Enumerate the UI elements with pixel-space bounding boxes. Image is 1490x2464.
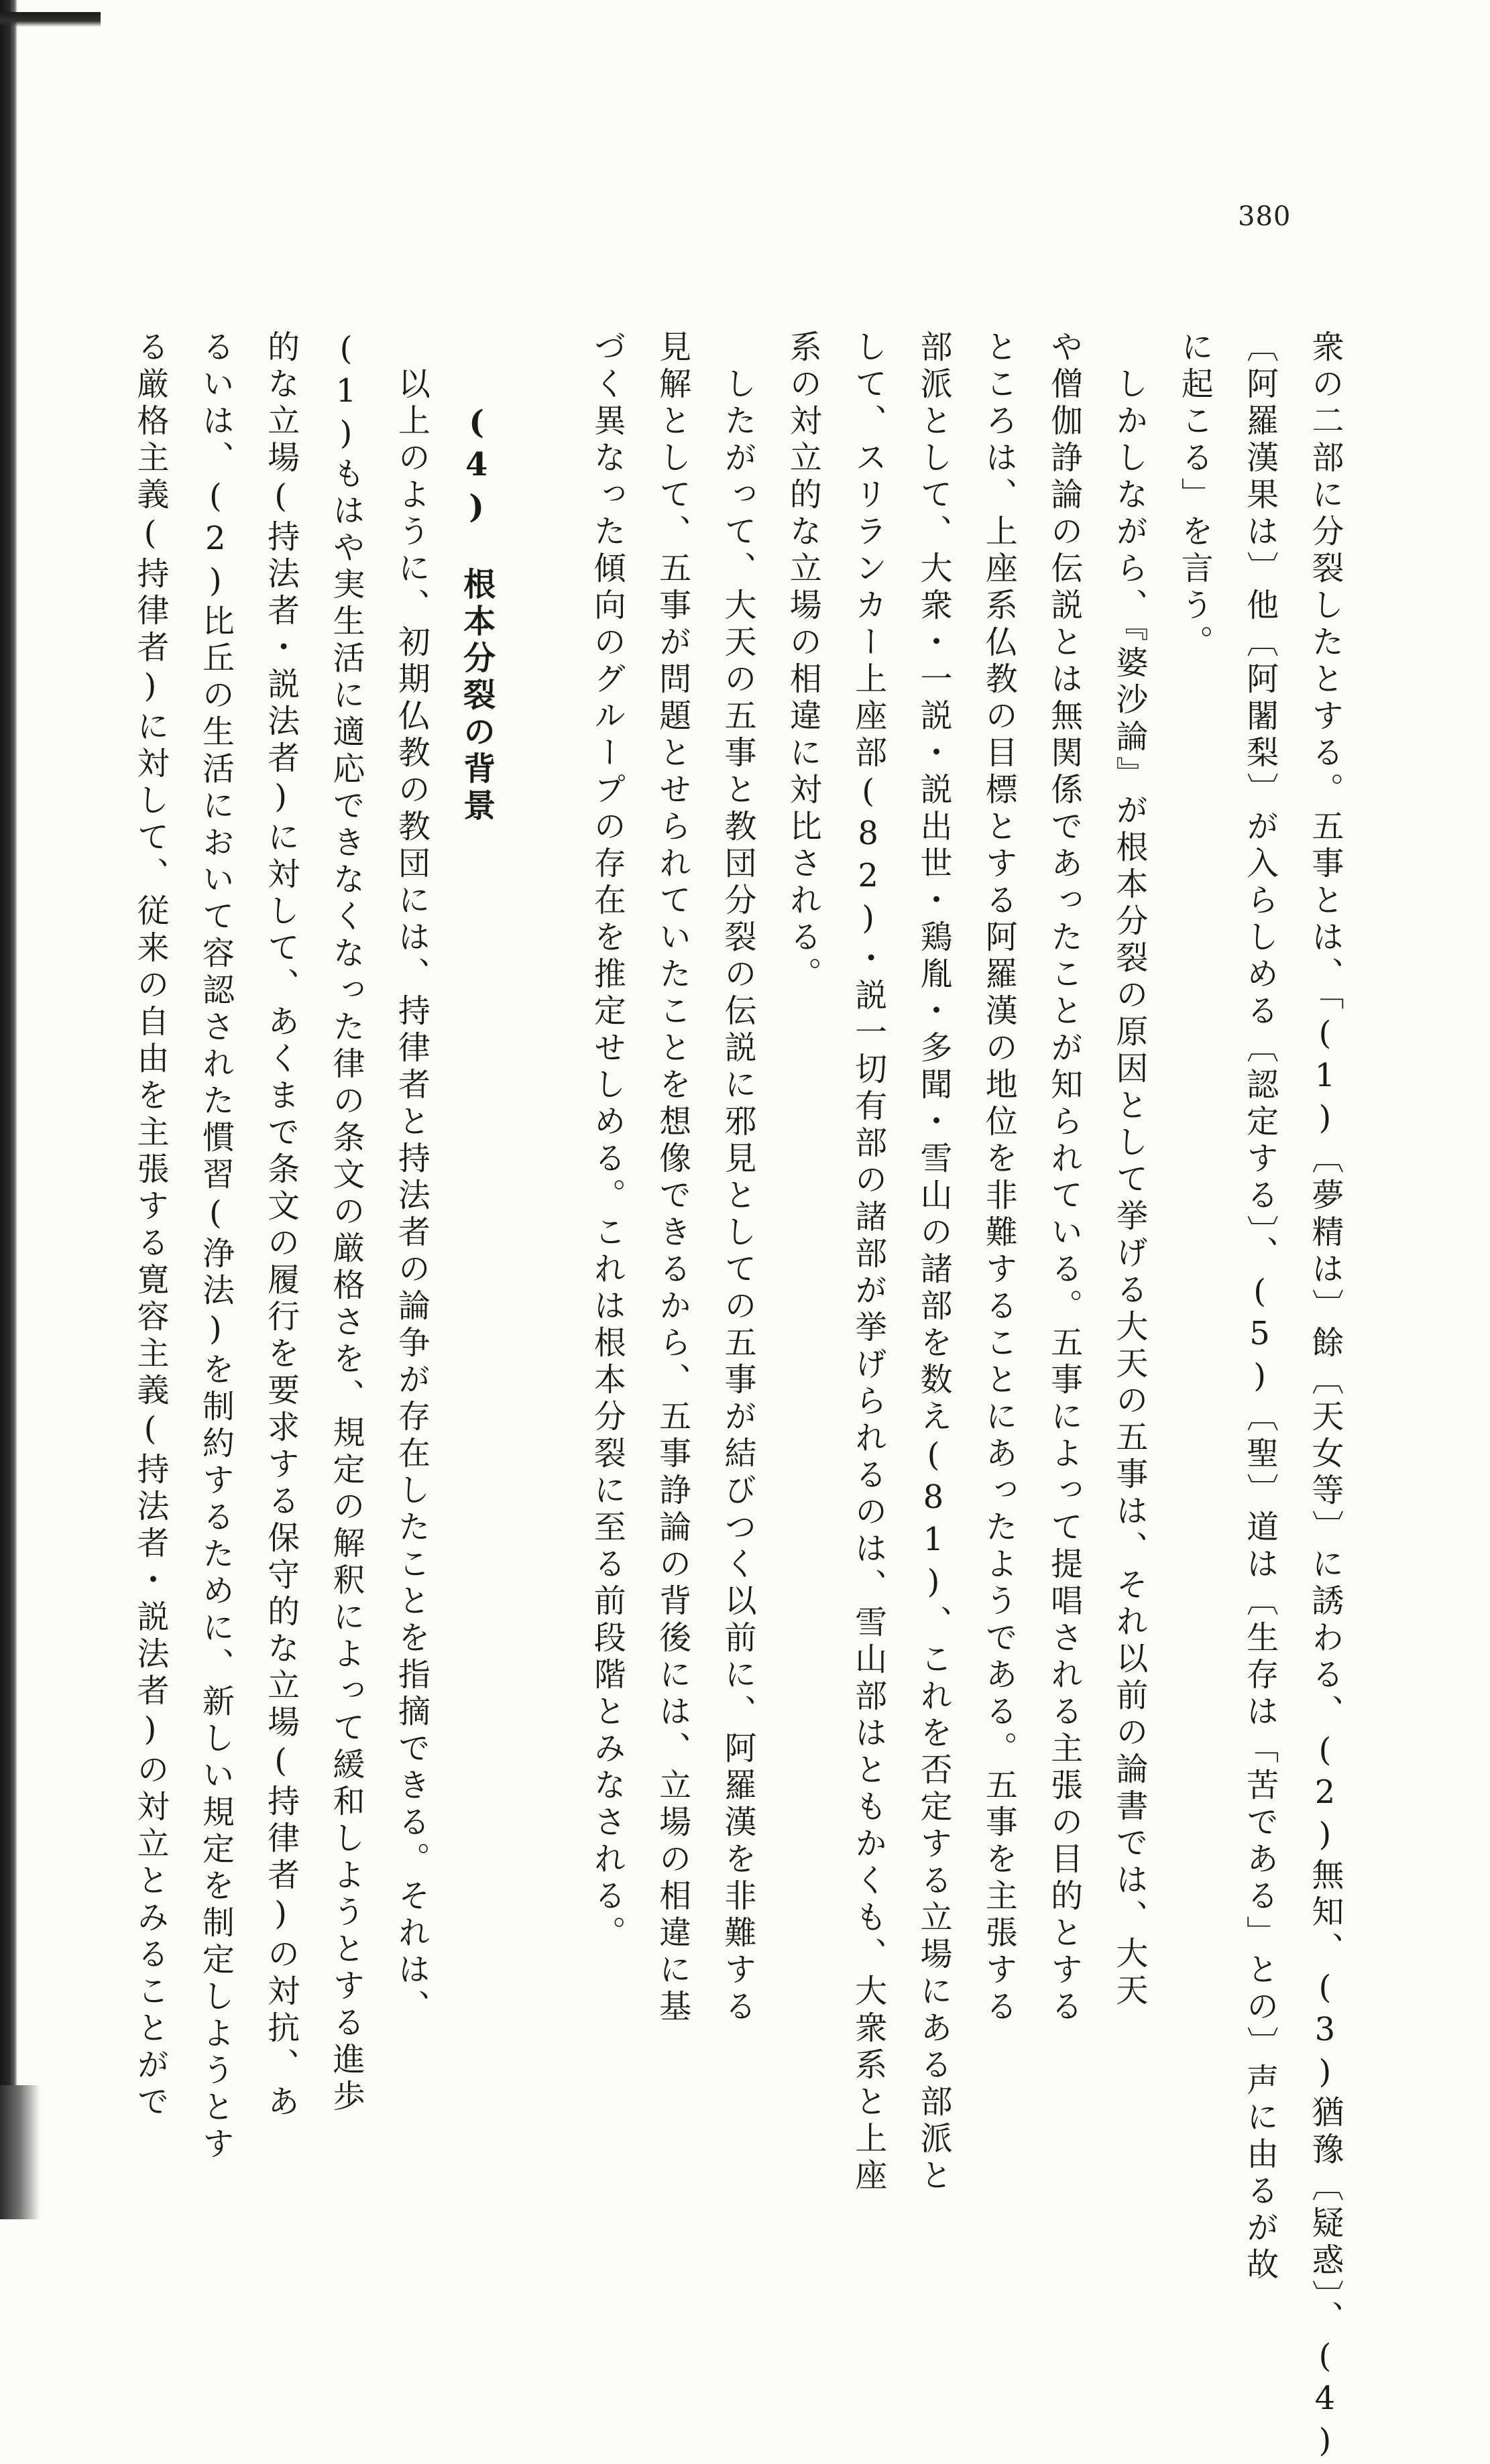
book-binding-shadow-bottom [0,2085,40,2219]
book-binding-shadow-top [0,12,101,27]
text-line: るいは、(2)比丘の生活において容認された慣習(浄法)を制約するために、新しい規定を制定しようとす [196,330,235,2164]
text-line: 〔阿羅漢果は〕他〔阿闍梨〕が入らしめる〔認定する〕、(5)〔聖〕道は〔生存は「苦である」との〕声に由るが故 [1241,330,1279,2284]
text-line: 系の対立的な立場の相違に対比される。 [784,330,822,994]
text-line: 部派として、大衆・一説・説出世・鶏胤・多聞・雪山の諸部を数え(81)、これを否定する立場にある部派と [914,330,952,2195]
text-line: (1)もはや実生活に適応できなくなった律の条文の厳格さを、規定の解釈によって緩和しようとする進歩 [327,330,365,2116]
section-number: (4) [457,404,496,530]
blank-line [526,330,558,2207]
text-line: る厳格主義(持律者)に対して、従来の自由を主張する寛容主義(持法者・説法者)の対立とみることがで [131,330,169,2121]
text-line: ところは、上座系仏教の目標とする阿羅漢の地位を非難することにあったようである。五事を主張する [980,330,1018,2026]
text-line: に起こる」を言う。 [1176,330,1214,662]
page-number: 380 [1238,201,1292,232]
section-title: 根本分裂の背景 [457,567,496,825]
text-line: して、スリランカー上座部(82)・説一切有部の諸部が挙げられるのは、雪山部はともかくも、大衆系と上座 [849,330,887,2195]
section-heading [457,330,496,2281]
text-line: 衆の二部に分裂したとする。五事とは、「(1)〔夢精は〕餘〔天女等〕に誘わる、(2)無知、(3)猶豫〔疑惑〕、(4) [1306,330,1344,2464]
text-line: 見解として、五事が問題とせられていたことを想像できるから、五事諍論の背後には、立場の相違に基 [653,330,691,2026]
text-line: しかしながら、『婆沙論』が根本分裂の原因として挙げる大天の五事は、それ以前の論書では、大天 [1110,367,1148,2010]
text-line: 以上のように、初期仏教の教団には、持律者と持法者の論争が存在したことを指摘できる。それは、 [392,367,431,2026]
text-line: や僧伽諍論の伝説とは無関係であったことが知られている。五事によって提唱される主張の目的とする [1045,330,1083,2026]
text-line: したがって、大天の五事と教団分裂の伝説に邪見としての五事が結びつく以前に、阿羅漢を非難する [718,367,756,2026]
book-binding-shadow [0,0,17,2219]
text-line: づく異なった傾向のグループの存在を推定せしめる。これは根本分裂に至る前段階とみなされる。 [588,330,626,1952]
text-line: 的な立場(持法者・説法者)に対して、あくまで条文の履行を要求する保守的な立場(持律者)の対抗、あ [262,330,300,2121]
vertical-text-body [131,330,1344,2464]
